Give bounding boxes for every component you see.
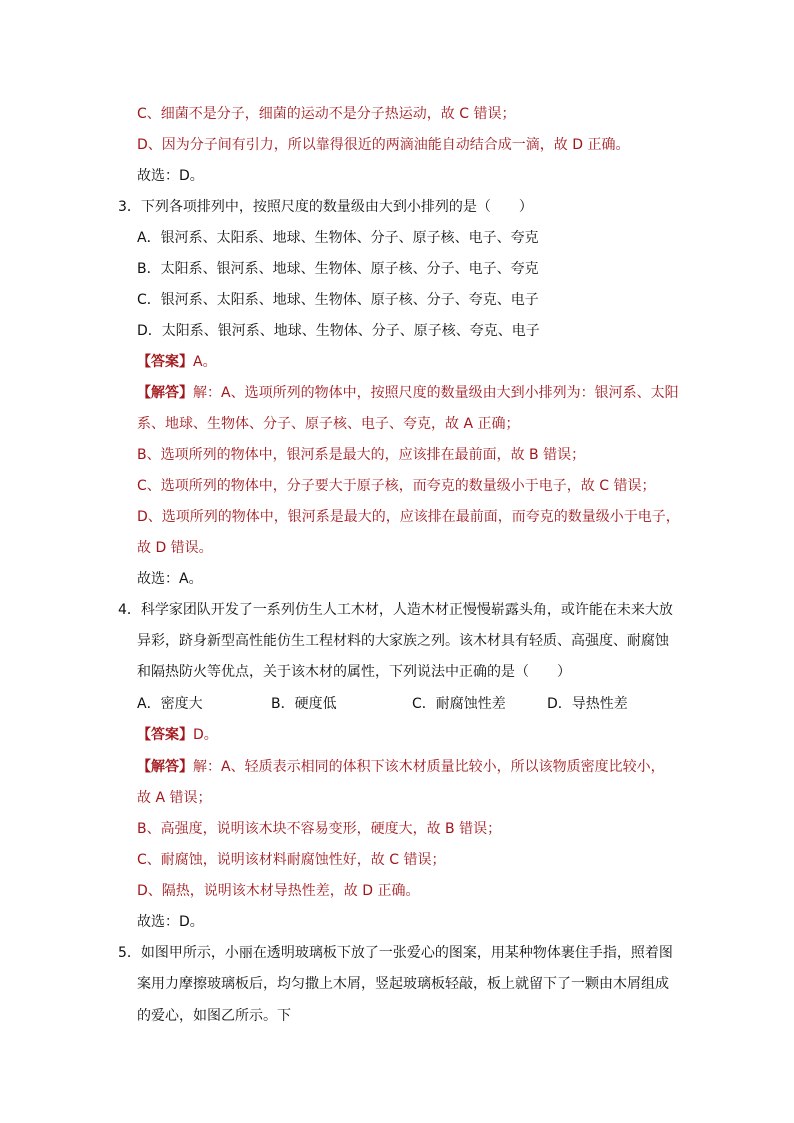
q3-option-c: C．银河系、太阳系、地球、生物体、原子核、分子、夸克、电子 <box>137 292 539 308</box>
q3-choose: 故选：A。 <box>137 571 203 587</box>
q4-analysis-a <box>137 757 665 777</box>
q4-analysis-b: B、高强度，说明该木块不容易变形，硬度大，故 B 错误； <box>137 821 502 837</box>
q2-analysis-d: D、因为分子间有引力，所以靠得很近的两滴油能自动结合成一滴，故 D 正确。 <box>137 137 630 153</box>
q5-stem: 5．如图甲所示，小丽在透明玻璃板下放了一张爱心的图案，用某种物体裹住手指，照着图 <box>118 945 673 961</box>
analysis-text: 解：A、轻质表示相同的体积下该木材质量比较小，所以该物质密度比较小， <box>193 759 665 775</box>
q2-analysis-c: C、细菌不是分子，细菌的运动不是分子热运动，故 C 错误； <box>137 106 516 122</box>
answer-tag: 【答案】 <box>137 354 193 370</box>
q4-stem-cont-2: 和隔热防火等优点，关于该木材的属性，下列说法中正确的是（ ） <box>137 664 571 680</box>
q4-choose: 故选：D。 <box>137 914 204 930</box>
q3-option-d: D．太阳系、银河系、地球、生物体、分子、原子核、夸克、电子 <box>137 323 540 339</box>
q3-analysis-a-cont: 系、地球、生物体、分子、原子核、电子、夸克，故 A 正确； <box>137 416 520 432</box>
q3-analysis-c: C、选项所列的物体中，分子要大于原子核，而夸克的数量级小于电子，故 C 错误； <box>137 478 656 494</box>
q4-analysis-c: C、耐腐蚀，说明该材料耐腐蚀性好，故 C 错误； <box>137 852 446 868</box>
q4-option-c: C．耐腐蚀性差 <box>412 696 506 712</box>
q3-analysis-a <box>137 383 679 403</box>
q5-stem-cont-2: 的爱心，如图乙所示。下 <box>137 1008 291 1024</box>
q4-option-a: A．密度大 <box>137 696 203 712</box>
q3-analysis-d-cont: 故 D 错误。 <box>137 540 213 556</box>
q3-option-b: B．太阳系、银河系、地球、生物体、原子核、分子、电子、夸克 <box>137 261 539 277</box>
q4-stem: 4．科学家团队开发了一系列仿生人工木材，人造木材正慢慢崭露头角，或许能在未来大放 <box>118 602 673 618</box>
analysis-tag: 【解答】 <box>137 385 193 401</box>
q4-option-d: D．导热性差 <box>547 696 628 712</box>
q3-option-a: A．银河系、太阳系、地球、生物体、分子、原子核、电子、夸克 <box>137 230 539 246</box>
q4-stem-cont-1: 异彩，跻身新型高性能仿生工程材料的大家族之列。该木材具有轻质、高强度、耐腐蚀 <box>137 633 669 649</box>
q3-analysis-b: B、选项所列的物体中，银河系是最大的，应该排在最前面，故 B 错误； <box>137 447 586 463</box>
answer-value: D。 <box>193 727 218 743</box>
answer-value: A。 <box>193 354 217 370</box>
q4-options <box>137 694 657 714</box>
analysis-tag: 【解答】 <box>137 759 193 775</box>
q3-stem: 3．下列各项排列中，按照尺度的数量级由大到小排列的是（ ） <box>118 199 533 215</box>
q5-stem-cont-1: 案用力摩擦玻璃板后，均匀撒上木屑，竖起玻璃板轻敲，板上就留下了一颗由木屑组成 <box>137 976 669 992</box>
answer-tag: 【答案】 <box>137 727 193 743</box>
q4-analysis-a-cont: 故 A 错误； <box>137 790 212 806</box>
q4-option-b: B．硬度低 <box>271 696 337 712</box>
q3-answer <box>137 352 217 372</box>
q3-analysis-d: D、选项所列的物体中，银河系是最大的，应该排在最前面，而夸克的数量级小于电子， <box>137 509 680 525</box>
analysis-text: 解：A、选项所列的物体中，按照尺度的数量级由大到小排列为：银河系、太阳 <box>193 385 679 401</box>
q4-analysis-d: D、隔热，说明该木材导热性差，故 D 正确。 <box>137 883 420 899</box>
q4-answer <box>137 725 218 745</box>
q2-choose: 故选：D。 <box>137 168 204 184</box>
